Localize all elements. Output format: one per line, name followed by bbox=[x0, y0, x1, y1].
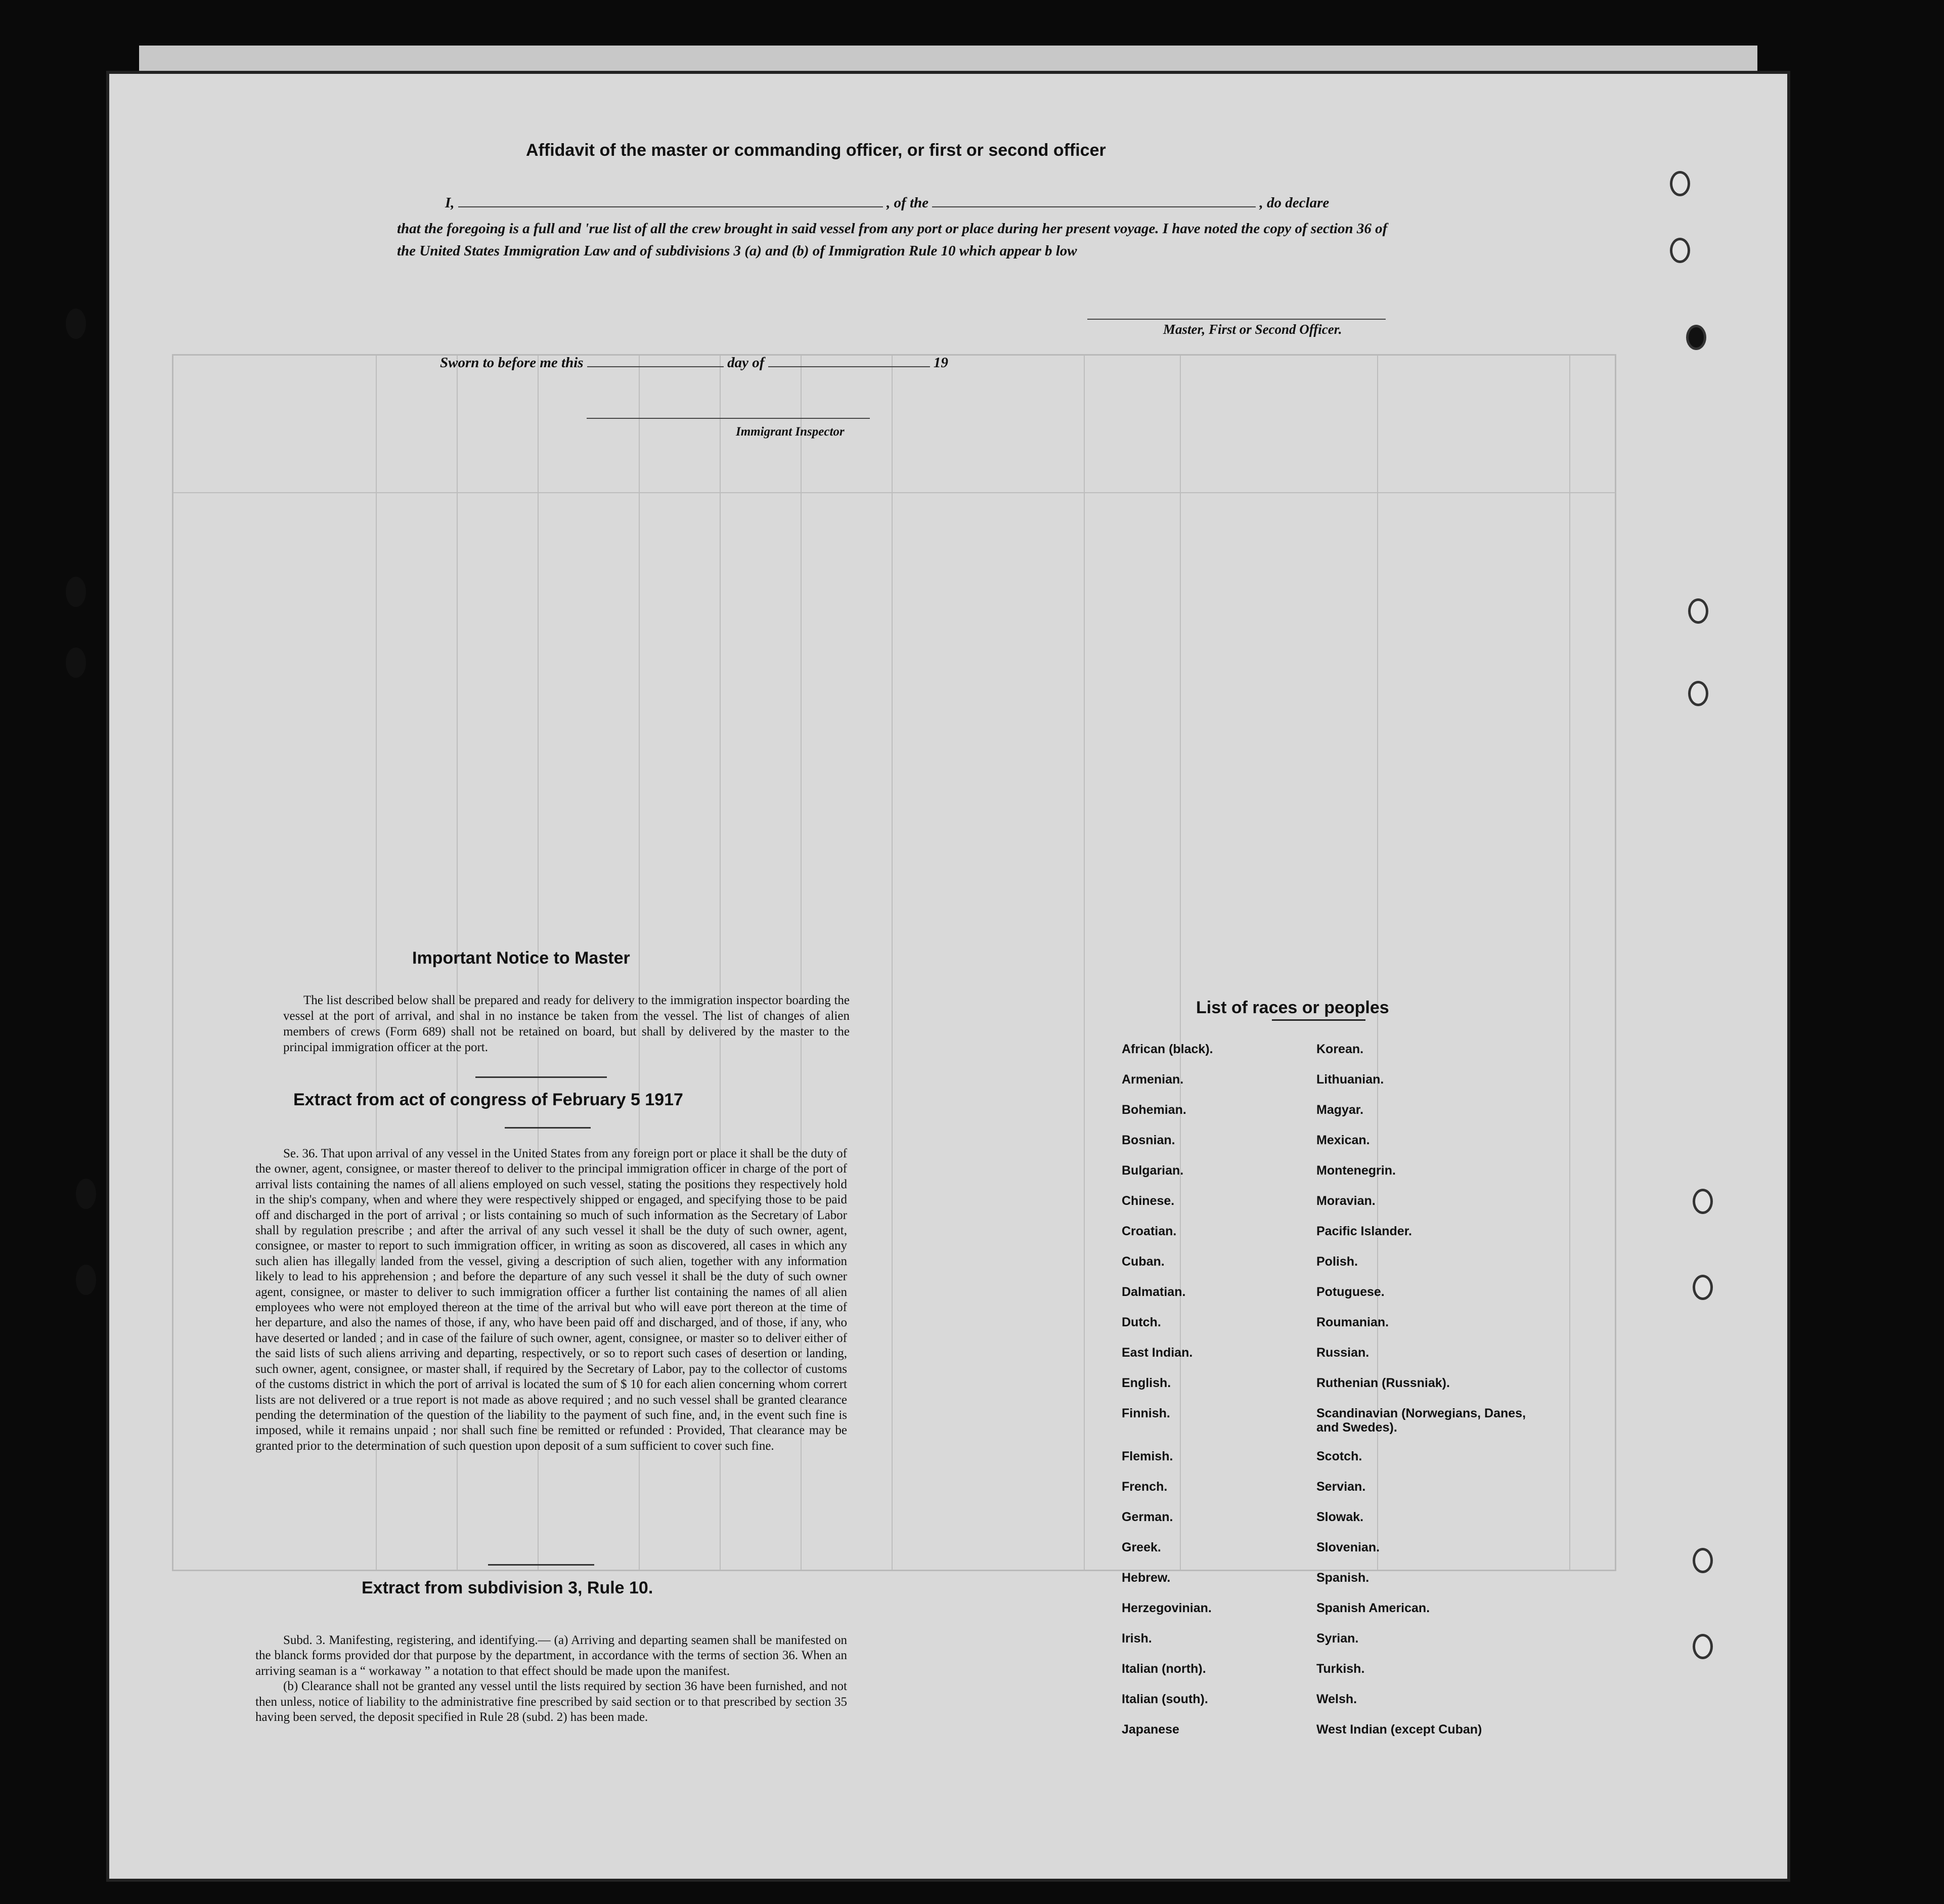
race-row bbox=[1122, 1571, 1526, 1601]
race-left: Italian (south). bbox=[1122, 1692, 1208, 1706]
race-right: Syrian. bbox=[1316, 1631, 1359, 1646]
race-right: Potuguese. bbox=[1316, 1285, 1385, 1299]
race-left: English. bbox=[1122, 1376, 1171, 1390]
punch-hole bbox=[1693, 1548, 1713, 1573]
race-row bbox=[1122, 1406, 1526, 1437]
race-row bbox=[1122, 1315, 1526, 1346]
declare-of-the: , of the bbox=[887, 195, 929, 211]
race-left: Greek. bbox=[1122, 1540, 1161, 1554]
inspector-label: Immigrant Inspector bbox=[736, 425, 845, 439]
race-left: Flemish. bbox=[1122, 1449, 1173, 1463]
race-row bbox=[1122, 1163, 1526, 1194]
punch-hole bbox=[1693, 1275, 1713, 1300]
sworn-day-blank[interactable] bbox=[587, 354, 724, 367]
race-row bbox=[1122, 1285, 1526, 1315]
signature-label: Master, First or Second Officer. bbox=[1163, 322, 1342, 337]
race-left: Italian (north). bbox=[1122, 1662, 1206, 1676]
race-left: Dutch. bbox=[1122, 1315, 1161, 1329]
race-row bbox=[1122, 1254, 1526, 1285]
race-left: Bosnian. bbox=[1122, 1133, 1175, 1147]
binding-mark bbox=[76, 1265, 96, 1295]
sworn-year: 19 bbox=[933, 355, 948, 371]
race-row bbox=[1122, 1631, 1526, 1662]
race-left: German. bbox=[1122, 1510, 1173, 1524]
race-left: African (black). bbox=[1122, 1042, 1213, 1056]
sworn-line bbox=[440, 354, 1097, 371]
races-title-underline bbox=[1272, 1019, 1365, 1021]
notice-body: The list described below shall be prepared and ready for delivery to the immigration inspector boarding the vessel at the port of arrival, and shal in no instance be taken from the vessel. The list of changes of alien members of crews (Form 689) shall not be retained on board, but shall by delivered by the master to the principal immigration officer at the port. bbox=[283, 993, 850, 1054]
race-row bbox=[1122, 1692, 1526, 1722]
punch-hole bbox=[1688, 681, 1708, 706]
race-right: Scandinavian (Norwegians, Danes, and Swedes). bbox=[1316, 1406, 1526, 1435]
race-left: Bulgarian. bbox=[1122, 1163, 1184, 1178]
extract-act-title: Extract from act of congress of February 5 1917 bbox=[293, 1090, 683, 1109]
race-left: Japanese bbox=[1122, 1722, 1179, 1737]
race-left: Finnish. bbox=[1122, 1406, 1170, 1420]
affidavit-title: Affidavit of the master or commanding officer, or first or second officer bbox=[526, 141, 1106, 160]
race-right: Turkish. bbox=[1316, 1662, 1365, 1676]
race-right: Spanish American. bbox=[1316, 1601, 1430, 1615]
signature-line[interactable] bbox=[1087, 319, 1386, 320]
race-right: Slowak. bbox=[1316, 1510, 1364, 1524]
punch-hole bbox=[1693, 1189, 1713, 1214]
race-left: French. bbox=[1122, 1480, 1168, 1494]
race-row bbox=[1122, 1103, 1526, 1133]
section-36-text: Se. 36. That upon arrival of any vessel in the United States from any foreign port or place it shall be the duty of the owner, agent, consignee, or master thereof to deliver to the principal immigration officer in charge of the port of arrival lists containing the names of all aliens employed on such vessel, stating the positions they respectively hold in the ship's company, when and where they were respectively shipped or engaged, and specifying those to be paid off and discharged in the port of arrival ; or lists containing so much of such information as the Secretary of Labor shall by regulation prescribe ; and after the arrival of any such vessel it shall be the duty of such owner, agent, consignee, or master to report to such immigration officer, in writing as soon as discovered, all cases in which any such alien has illegally landed from the vessel, giving a description of such alien, together with any information likely to lead to his apprehension ; and before the departure of any such vessel it shall be the duty of such owner agent, consignee, or master to deliver to such immigration officer a further list containing the names of all alien employees who were not employed thereon at the time of the arrival but who will eave port thereon at the time of her departure, and also the names of those, if any, who have been paid off and discharged, and of those, if any, who have deserted or landed ; and in case of the failure of such owner, agent, consignee, or master so to deliver either of the said lists of such aliens arriving and departing, respectively, or so to report such cases of desertion or landing, such owner, agent, consignee, or master shall, if required by the Secretary of Labor, pay to the collector of customs of the customs district in which the port of arrival is located the sum of $ 10 for each alien concerning whom corrert lists are not delivered or a true report is not made as above required ; and no such vessel shall be granted clearance pending the determination of the question of the liability to the payment of such fine, and, in the event such fine is imposed, while it remains unpaid ; nor shall such fine be remitted or refunded : Provided, That clearance may be granted prior to the determination of such question upon deposit of a sum sufficient to cover such fine. bbox=[255, 1147, 847, 1453]
race-right: Russian. bbox=[1316, 1346, 1369, 1360]
race-right: Servian. bbox=[1316, 1480, 1366, 1494]
subdivision-3-para-a: Subd. 3. Manifesting, registering, and identifying.— (a) Arriving and departing seamen shall be manifested on the blanck forms provided dor that purpose by the department, in accordance with the terms of section 36. When an arriving seaman is a “ workaway ” a notation to that effect should be made upon the manifest. bbox=[255, 1633, 847, 1678]
race-right: Moravian. bbox=[1316, 1194, 1376, 1208]
race-right: Mexican. bbox=[1316, 1133, 1370, 1147]
divider bbox=[475, 1076, 607, 1078]
race-left: Croatian. bbox=[1122, 1224, 1177, 1238]
race-row bbox=[1122, 1510, 1526, 1540]
binding-mark bbox=[66, 309, 86, 339]
race-right: West Indian (except Cuban) bbox=[1316, 1722, 1482, 1737]
subdivision-3-para-b: (b) Clearance shall not be granted any vessel until the lists required by section 36 have been furnished, and not then unless, notice of liability to the administrative fine prescribed by said section or to that prescribed by section 35 having been served, the deposit specified in Rule 28 (subd. 2) has been made. bbox=[255, 1679, 847, 1724]
race-row bbox=[1122, 1042, 1526, 1072]
race-row bbox=[1122, 1072, 1526, 1103]
sworn-day-of: day of bbox=[727, 355, 765, 371]
race-right: Slovenian. bbox=[1316, 1540, 1380, 1554]
race-right: Scotch. bbox=[1316, 1449, 1362, 1463]
race-right: Polish. bbox=[1316, 1254, 1358, 1269]
races-title: List of races or peoples bbox=[1196, 998, 1389, 1017]
punch-hole bbox=[1693, 1634, 1713, 1659]
race-row bbox=[1122, 1133, 1526, 1163]
punch-hole bbox=[1670, 171, 1690, 196]
race-left: Hebrew. bbox=[1122, 1571, 1171, 1585]
race-left: Cuban. bbox=[1122, 1254, 1165, 1269]
binding-mark bbox=[66, 647, 86, 678]
race-row bbox=[1122, 1194, 1526, 1224]
punch-hole bbox=[1670, 238, 1690, 263]
race-right: Montenegrin. bbox=[1316, 1163, 1396, 1178]
race-row bbox=[1122, 1346, 1526, 1376]
race-left: Armenian. bbox=[1122, 1072, 1184, 1087]
race-row bbox=[1122, 1540, 1526, 1571]
declare-i: I, bbox=[445, 195, 455, 211]
race-right: Welsh. bbox=[1316, 1692, 1357, 1706]
inspector-signature-line[interactable] bbox=[587, 418, 870, 419]
race-row bbox=[1122, 1722, 1526, 1753]
race-row bbox=[1122, 1480, 1526, 1510]
punch-hole bbox=[1686, 325, 1706, 350]
sworn-month-blank[interactable] bbox=[768, 354, 930, 367]
race-row bbox=[1122, 1224, 1526, 1254]
race-left: Chinese. bbox=[1122, 1194, 1175, 1208]
divider bbox=[488, 1564, 594, 1566]
race-left: Herzegovinian. bbox=[1122, 1601, 1212, 1615]
divider bbox=[505, 1127, 591, 1129]
race-row bbox=[1122, 1376, 1526, 1406]
vessel-blank[interactable] bbox=[932, 194, 1256, 207]
punch-hole bbox=[1688, 598, 1708, 624]
affidavit-declaration-line bbox=[445, 194, 1391, 211]
race-left: East Indian. bbox=[1122, 1346, 1193, 1360]
extract-rule-title: Extract from subdivision 3, Rule 10. bbox=[362, 1578, 653, 1597]
race-right: Pacific Islander. bbox=[1316, 1224, 1412, 1238]
binding-mark bbox=[76, 1179, 96, 1209]
race-right: Ruthenian (Russniak). bbox=[1316, 1376, 1450, 1390]
declare-end: , do declare bbox=[1259, 195, 1330, 211]
race-row bbox=[1122, 1449, 1526, 1480]
race-row bbox=[1122, 1662, 1526, 1692]
race-left: Irish. bbox=[1122, 1631, 1152, 1646]
race-right: Korean. bbox=[1316, 1042, 1364, 1056]
binding-mark bbox=[66, 577, 86, 607]
sworn-prefix: Sworn to before me this bbox=[440, 355, 584, 371]
subdivision-3-text bbox=[255, 1633, 847, 1725]
notice-title: Important Notice to Master bbox=[412, 948, 630, 968]
race-right: Magyar. bbox=[1316, 1103, 1364, 1117]
race-right: Roumanian. bbox=[1316, 1315, 1389, 1329]
affidavit-body: that the foregoing is a full and 'rue list of all the crew brought in said vessel from any port or place during her present voyage. I have noted the copy of section 36 of the United States Immigration Law and of subdivisions 3 (a) and (b) of Immigration Rule 10 which appear b low bbox=[397, 221, 1388, 259]
race-left: Bohemian. bbox=[1122, 1103, 1186, 1117]
race-right: Spanish. bbox=[1316, 1571, 1369, 1585]
race-left: Dalmatian. bbox=[1122, 1285, 1186, 1299]
race-row bbox=[1122, 1601, 1526, 1631]
name-blank[interactable] bbox=[458, 194, 883, 207]
race-right: Lithuanian. bbox=[1316, 1072, 1384, 1087]
